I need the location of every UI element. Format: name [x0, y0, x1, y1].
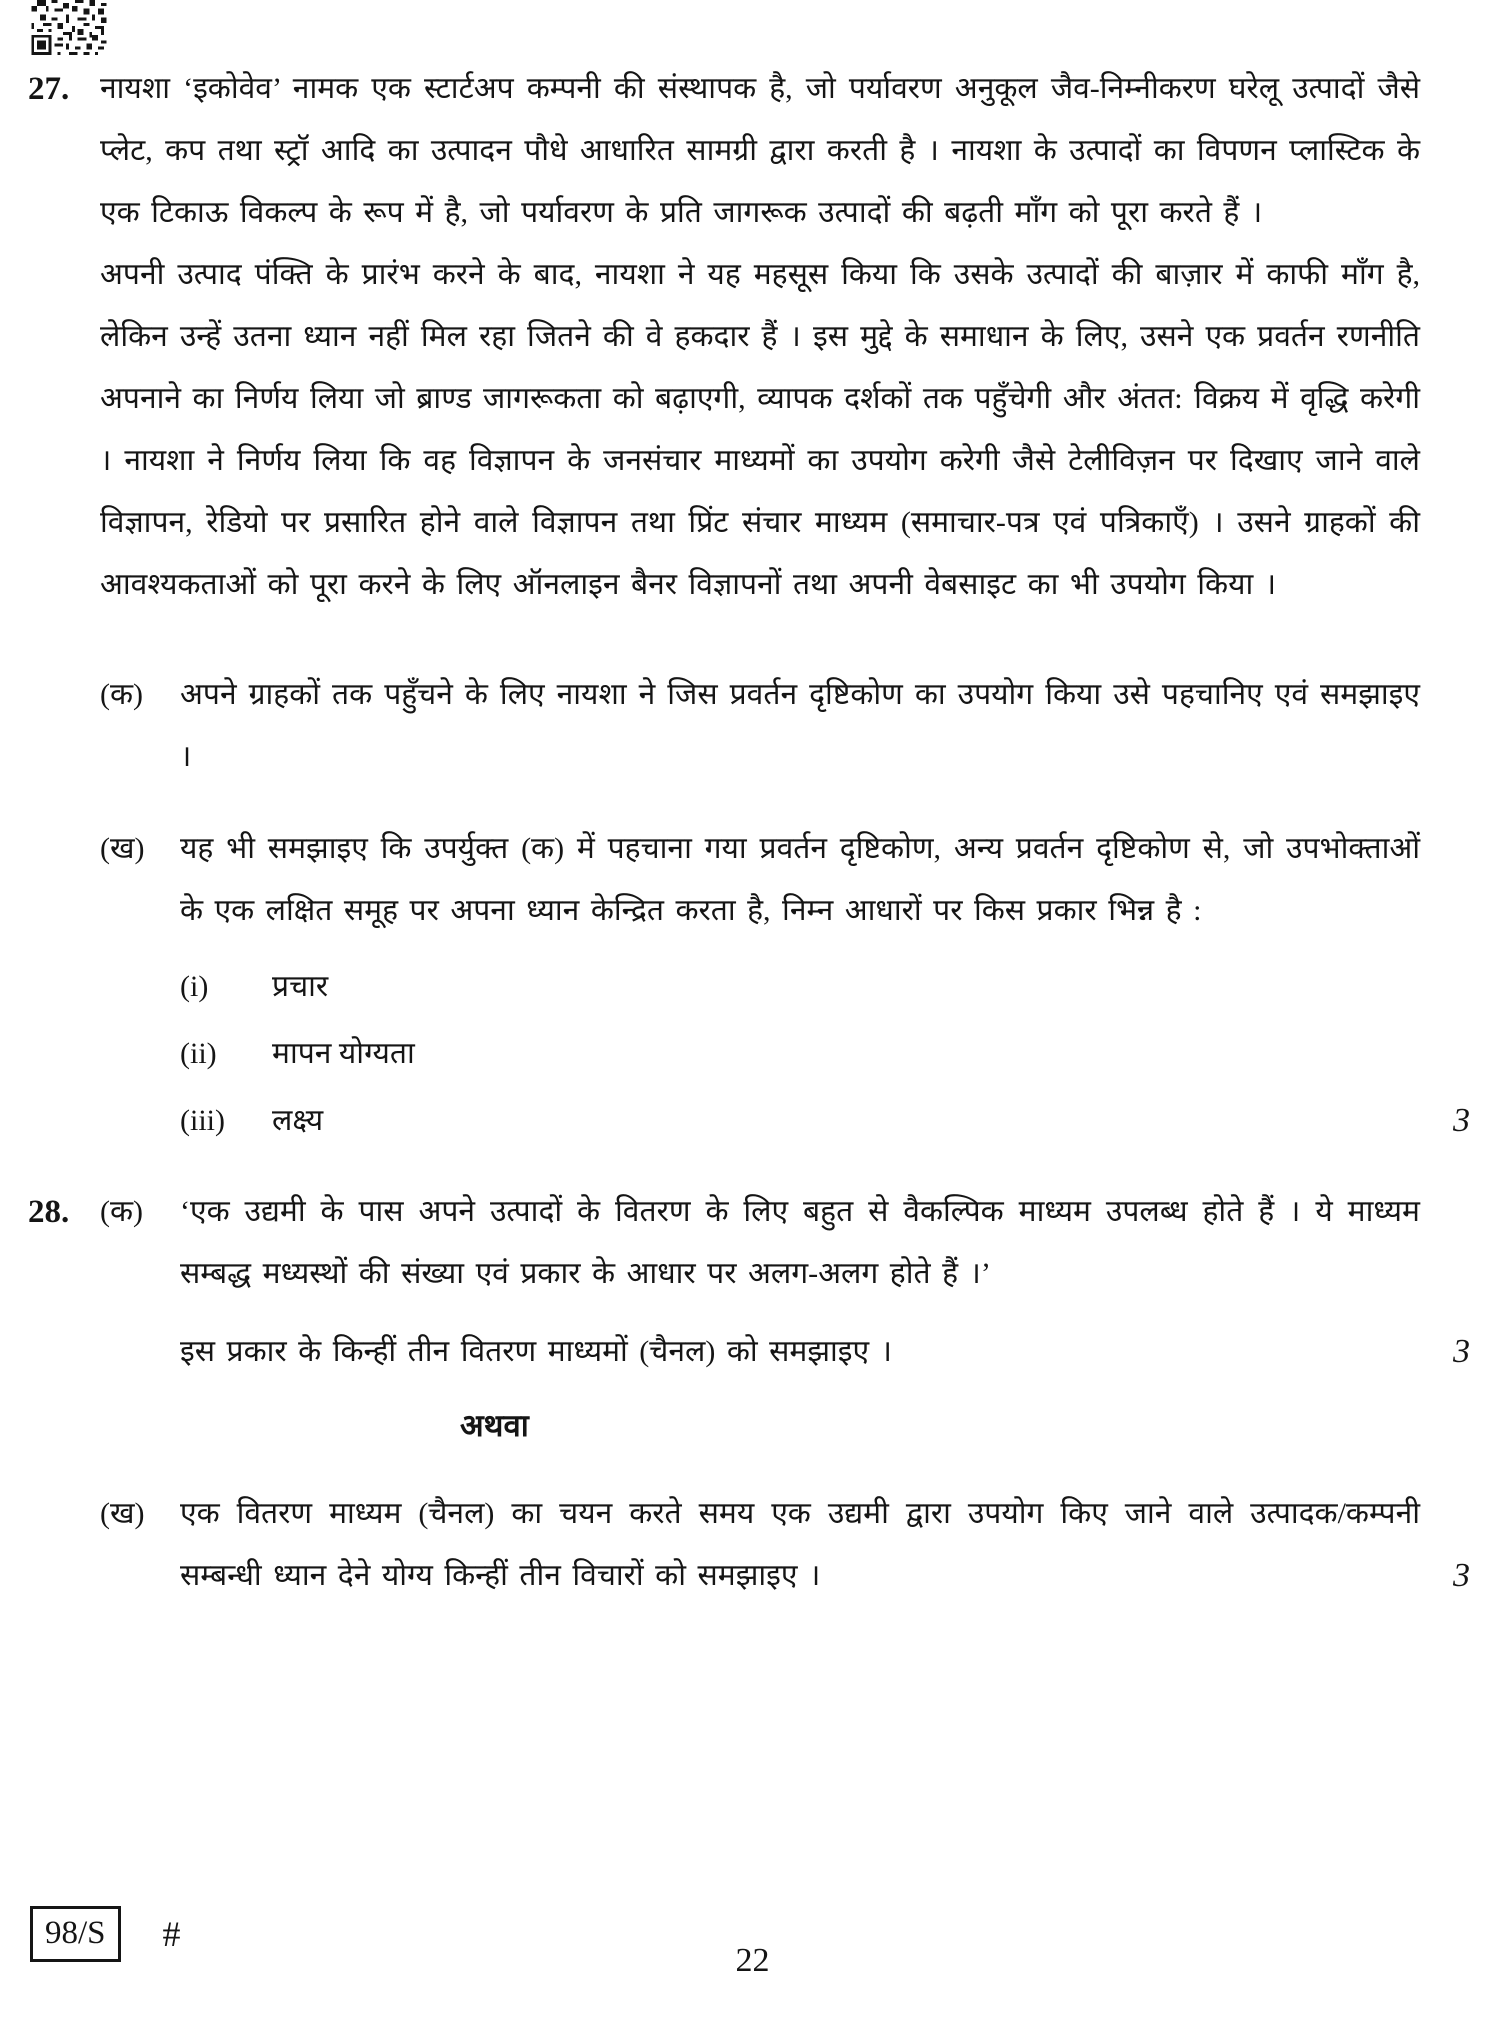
- sub-question-text: यह भी समझाइए कि उपर्युक्त (क) में पहचाना गया प्रवर्तन दृष्टिकोण, अन्य प्रवर्तन दृष्टिकोण से, जो उपभोक्ताओं के एक लक्षित समूह पर अपना ध्यान केन्द्रित करता है, निम्न आधारों पर किस प्रकार भिन्न है :: [180, 832, 1420, 927]
- sub-question-text: [180, 1483, 1470, 1607]
- option-list: [180, 956, 1470, 1152]
- list-item-label: (iii): [180, 1104, 225, 1137]
- or-separator: अथवा: [460, 1408, 529, 1443]
- list-item: [180, 1090, 1470, 1152]
- sub-question-text: अपने ग्राहकों तक पहुँचने के लिए नायशा ने जिस प्रवर्तन दृष्टिकोण का उपयोग किया उसे पहचानिए एवं समझाइए ।: [180, 678, 1420, 773]
- marks-value: 3: [1453, 1557, 1470, 1594]
- sub-question-text-line: इस प्रकार के किन्हीं तीन वितरण माध्यमों (चैनल) को समझाइए ।: [180, 1335, 892, 1368]
- sub-question-ka: [100, 664, 1420, 788]
- list-item-text: लक्ष्य: [272, 1104, 324, 1137]
- marks-value: 3: [1453, 1333, 1470, 1370]
- paper-code-badge: 98/S: [30, 1906, 121, 1962]
- question-28: [28, 1181, 1470, 1607]
- sub-question-text-line: एक वितरण माध्यम (चैनल) का चयन करते समय एक उद्यमी द्वारा उपयोग किए जाने वाले उत्पादक/कम्पनी सम्बन्धी ध्यान देने योग्य किन्हीं तीन विचारों को समझाइए ।: [180, 1497, 1420, 1592]
- sub-question-quote: ‘एक उद्यमी के पास अपने उत्पादों के वितरण के लिए बहुत से वैकल्पिक माध्यम उपलब्ध होते हैं । ये माध्यम सम्बद्ध मध्यस्थों की संख्या एवं प्रकार के आधार पर अलग-अलग होते हैं ।’: [180, 1195, 1420, 1290]
- sub-question-text: [180, 1321, 1470, 1383]
- question-number: 27.: [28, 71, 70, 107]
- question-number: 28.: [28, 1194, 70, 1230]
- hash-symbol: #: [162, 1914, 181, 1954]
- page-number: 22: [735, 1942, 770, 1979]
- marks-value: 3: [1453, 1102, 1470, 1139]
- list-item-text: प्रचार: [272, 970, 329, 1003]
- sub-question-kha: [100, 1483, 1470, 1607]
- qr-code-icon: [30, 0, 1470, 58]
- sub-question-label: (क): [100, 678, 144, 711]
- sub-question-label: (ख): [100, 1497, 145, 1530]
- question-27: [28, 58, 1470, 1157]
- list-item: [180, 1023, 1420, 1085]
- sub-question-label: (क): [100, 1195, 144, 1228]
- sub-question-kha: [100, 818, 1470, 1157]
- list-item-label: (i): [180, 970, 209, 1003]
- sub-question-label: (ख): [100, 832, 145, 865]
- sub-question-ka: [100, 1181, 1470, 1383]
- list-item: [180, 956, 1420, 1018]
- question-paragraph: नायशा ‘इकोवेव’ नामक एक स्टार्टअप कम्पनी की संस्थापक है, जो पर्यावरण अनुकूल जैव-निम्नीकरण घरेलू उत्पादों जैसे प्लेट, कप तथा स्ट्रॉ आदि का उत्पादन पौधे आधारित सामग्री द्वारा करती है । नायशा के उत्पादों का विपणन प्लास्टिक के एक टिकाऊ विकल्प के रूप में है, जो पर्यावरण के प्रति जागरूक उत्पादों की बढ़ती माँग को पूरा करते हैं ।: [100, 72, 1421, 229]
- list-item-text: मापन योग्यता: [272, 1037, 415, 1070]
- list-item-label: (ii): [180, 1037, 217, 1070]
- question-paragraph: अपनी उत्पाद पंक्ति के प्रारंभ करने के बाद, नायशा ने यह महसूस किया कि उसके उत्पादों की बाज़ार में काफी माँग है, लेकिन उन्हें उतना ध्यान नहीं मिल रहा जितने की वे हकदार हैं । इस मुद्दे के समाधान के लिए, उसने एक प्रवर्तन रणनीति अपनाने का निर्णय लिया जो ब्राण्ड जागरूकता को बढ़ाएगी, व्यापक दर्शकों तक पहुँचेगी और अंतत: विक्रय में वृद्धि करेगी । नायशा ने निर्णय लिया कि वह विज्ञापन के जनसंचार माध्यमों का उपयोग करेगी जैसे टेलीविज़न पर दिखाए जाने वाले विज्ञापन, रेडियो पर प्रसारित होने वाले विज्ञापन तथा प्रिंट संचार माध्यम (समाचार-पत्र एवं पत्रिकाएँ) । उसने ग्राहकों की आवश्यकताओं को पूरा करने के लिए ऑनलाइन बैनर विज्ञापनों तथा अपनी वेबसाइट का भी उपयोग किया ।: [100, 258, 1420, 601]
